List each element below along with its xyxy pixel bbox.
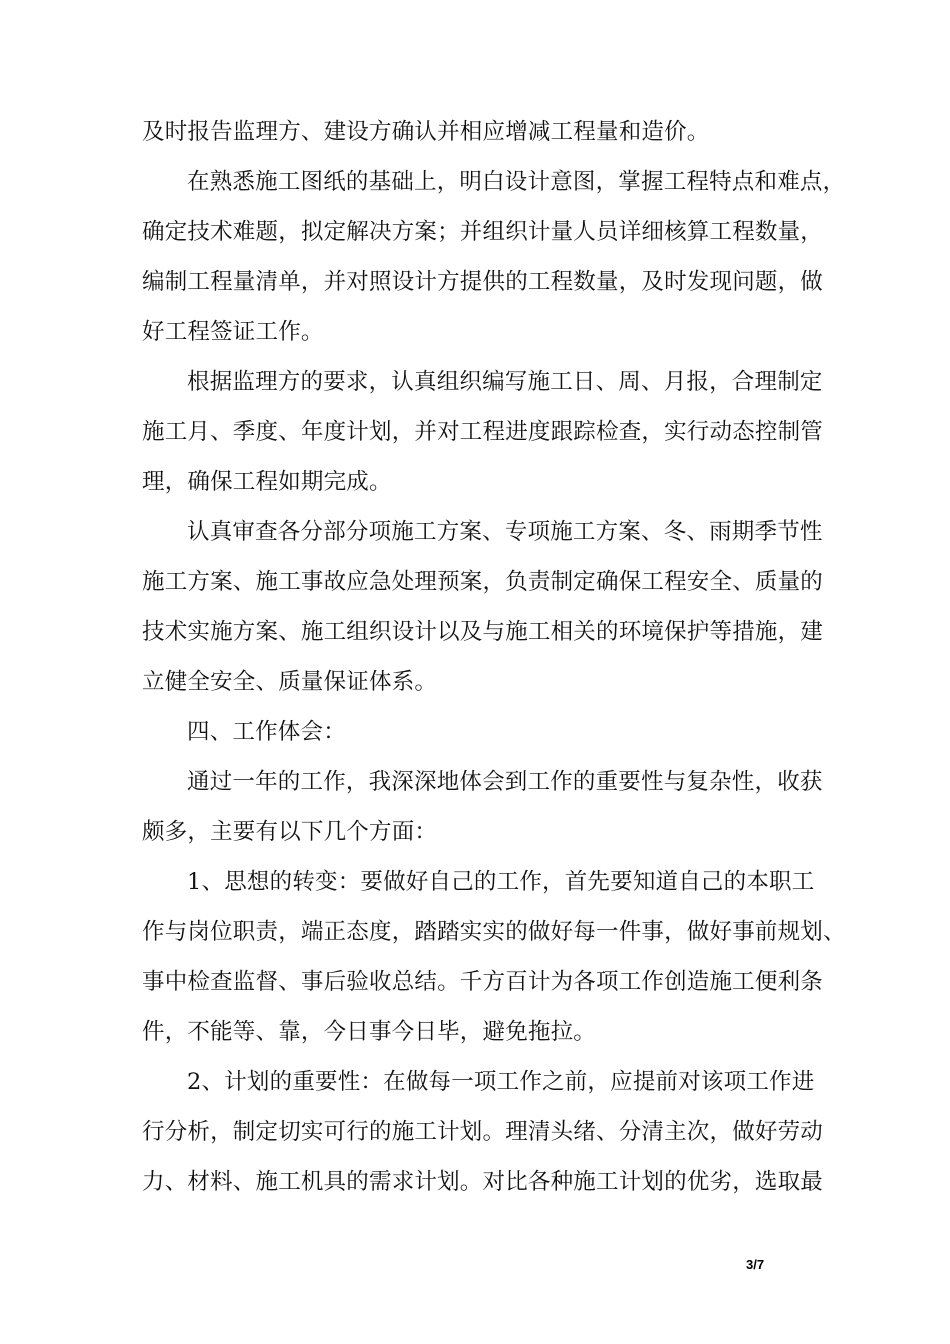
- text-line-18: 事中检查监督、事后验收总结。千方百计为各项工作创造施工便利条: [142, 969, 824, 995]
- text-line-12: 立健全安全、质量保证体系。: [142, 669, 438, 695]
- text-line-7: 施工月、季度、年度计划，并对工程进度跟踪检查，实行动态控制管: [142, 419, 824, 445]
- page-number: 3/7: [746, 1257, 765, 1272]
- text-line-5: 好工程签证工作。: [142, 319, 324, 345]
- text-line-6: 根据监理方的要求，认真组织编写施工日、周、月报，合理制定: [187, 369, 823, 395]
- text-line-11: 技术实施方案、施工组织设计以及与施工相关的环境保护等措施，建: [142, 619, 824, 645]
- text-line-2: 在熟悉施工图纸的基础上，明白设计意图，掌握工程特点和难点，: [187, 169, 846, 195]
- text-line-1: 及时报告监理方、建设方确认并相应增减工程量和造价。: [142, 119, 710, 145]
- text-line-3: 确定技术难题，拟定解决方案；并组织计量人员详细核算工程数量，: [142, 219, 824, 245]
- text-line-19: 件，不能等、靠，今日事今日毕，避免拖拉。: [142, 1019, 597, 1045]
- text-line-4: 编制工程量清单，并对照设计方提供的工程数量，及时发现问题，做: [142, 269, 824, 295]
- text-line-8: 理，确保工程如期完成。: [142, 469, 392, 495]
- text-line-9: 认真审查各分部分项施工方案、专项施工方案、冬、雨期季节性: [187, 519, 823, 545]
- text-line-22: 力、材料、施工机具的需求计划。对比各种施工计划的优劣，选取最: [142, 1169, 824, 1195]
- section-heading: 四、工作体会：: [187, 719, 346, 745]
- text-line-21: 行分析，制定切实可行的施工计划。理清头绪、分清主次，做好劳动: [142, 1119, 824, 1145]
- text-line-17: 作与岗位职责，端正态度，踏踏实实的做好每一件事，做好事前规划、: [142, 919, 846, 945]
- text-line-14: 通过一年的工作，我深深地体会到工作的重要性与复杂性，收获: [187, 769, 823, 795]
- text-line-15: 颇多，主要有以下几个方面：: [142, 819, 438, 845]
- text-line-16: 1、思想的转变：要做好自己的工作，首先要知道自己的本职工: [187, 869, 815, 895]
- text-line-10: 施工方案、施工事故应急处理预案，负责制定确保工程安全、质量的: [142, 569, 824, 595]
- text-line-20: 2、计划的重要性：在做每一项工作之前，应提前对该项工作进: [187, 1069, 815, 1095]
